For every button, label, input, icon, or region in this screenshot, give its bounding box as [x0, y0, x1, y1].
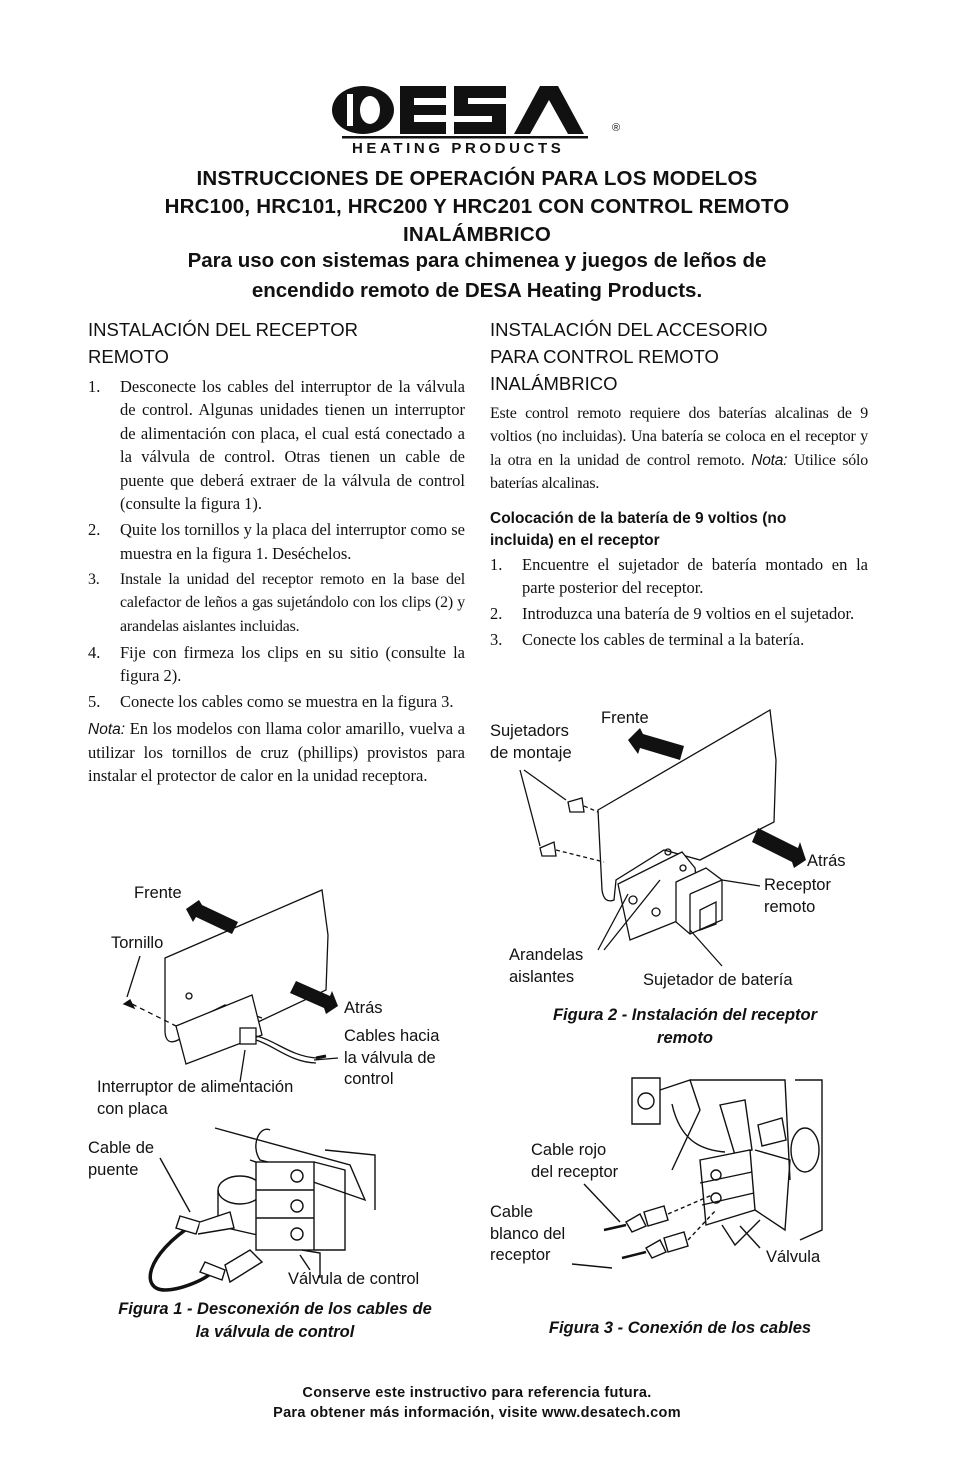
step-number: 1. [88, 377, 101, 396]
fig2-label-sujetador-bateria: Sujetador de batería [643, 971, 793, 989]
fig2-caption-line-2: remoto [657, 1029, 713, 1047]
subheading-line-2: incluida) en el receptor [490, 531, 660, 549]
title-line-1: INSTRUCCIONES DE OPERACIÓN PARA LOS MODELOS [196, 167, 758, 190]
fig1-label-atras: Atrás [344, 999, 383, 1017]
subtitle-line-1: Para uso con sistemas para chimenea y juegos de leños de [187, 249, 767, 272]
footer-line-2: Para obtener más información, visite www.desatech.com [273, 1405, 681, 1421]
step-text: Introduzca una batería de 9 voltios en el sujetador. [522, 604, 855, 624]
fig3-rojo-line-1: Cable rojo [531, 1141, 607, 1159]
fig1-puente-line-2: puente [88, 1160, 139, 1179]
intro-text: Este control remoto requiere dos baterías alcalinas de 9 voltios (no incluidas). Una batería se coloca en el receptor y la otra en la unidad de control remoto. [490, 405, 868, 469]
step-number: 2. [490, 604, 503, 624]
right-heading-line-1: INSTALACIÓN DEL ACCESORIO [490, 319, 768, 340]
left-heading-line-1: INSTALACIÓN DEL RECEPTOR [88, 319, 359, 340]
fig2-arandelas-line-2: aislantes [509, 967, 575, 986]
fig2-receptor-line-1: Receptor [764, 876, 831, 894]
registered-mark: ® [612, 122, 621, 134]
fig2-receptor-line-2: remoto [764, 897, 816, 916]
subtitle-line-2: encendido remoto de DESA Heating Products. [251, 279, 703, 302]
step-number: 3. [88, 570, 100, 588]
step-text: Conecte los cables como se muestra en la figura 3. [120, 692, 454, 712]
fig2-caption-line-1: Figura 2 - Instalación del receptor [552, 1006, 818, 1024]
fig2-sujetadores-line-2: de montaje [490, 743, 572, 762]
fig2-label-atras: Atrás [807, 852, 846, 870]
fig1-label-tornillo: Tornillo [111, 934, 164, 952]
fig3-blanco-line-3: receptor [490, 1246, 551, 1264]
step-text: Fije con firmeza los clips en su sitio (consulte la figura 2). [120, 642, 465, 686]
fig1-label-valvula: Válvula de control [288, 1270, 420, 1288]
fig3-label-valvula: Válvula [766, 1248, 821, 1266]
step-text: Encuentre el sujetador de batería montado en la parte posterior del receptor. [522, 554, 868, 598]
fig3-caption: Figura 3 - Conexión de los cables [548, 1319, 812, 1337]
fig1-cables-line-3: control [344, 1070, 394, 1088]
note-text: Utilice sólo baterías alcalinas. [490, 451, 868, 493]
step-text: Conecte los cables de terminal a la batería. [522, 630, 805, 650]
note-label: Nota: [751, 451, 788, 469]
fig2-sujetadores-line-1: Sujetadors [490, 722, 569, 740]
step-text: Quite los tornillos y la placa del interruptor como se muestra en la figura 1. Deséchelos. [120, 520, 465, 563]
page-footer [60, 1383, 894, 1423]
logo-tagline: HEATING PRODUCTS [352, 140, 565, 157]
fig2-label-frente: Frente [601, 709, 649, 727]
fig3-label-rojo [531, 1140, 618, 1183]
left-heading-line-2: REMOTO [88, 346, 169, 367]
fig2-arandelas-line-1: Arandelas [509, 946, 584, 964]
right-heading-line-2: PARA CONTROL REMOTO [490, 346, 719, 367]
fig3-rojo-line-2: del receptor [531, 1162, 619, 1181]
fig1-interruptor-line-2: con placa [97, 1099, 168, 1118]
fig3-label-blanco [490, 1202, 565, 1267]
fig1-interruptor-line-1: Interruptor de alimentación [97, 1078, 294, 1096]
fig1-puente-line-1: Cable de [88, 1139, 155, 1157]
footer-line-1: Conserve este instructivo para referencia futura. [302, 1385, 652, 1401]
fig1-cables-line-2: la válvula de [344, 1048, 436, 1067]
note-text: En los modelos con llama color amarillo, vuelva a utilizar los tornillos de cruz (phillips) provistos para instalar el protector de calor en la unidad receptora. [88, 718, 465, 786]
step-text: Desconecte los cables del interruptor de la válvula de control. Algunas unidades tienen un interruptor de alimentación con placa, el cual está conectado a la válvula de control. Otras tienen un cable de puente que deberá extraer de la válvula de control (consulte la figura 1). [120, 377, 465, 514]
step-number: 4. [88, 642, 101, 662]
fig1-label-frente: Frente [134, 884, 182, 902]
fig1-caption-line-1: Figura 1 - Desconexión de los cables de [118, 1300, 432, 1318]
fig3-blanco-line-2: blanco del [490, 1224, 566, 1243]
title-line-3: INALÁMBRICO [403, 223, 551, 246]
step-number: 2. [88, 520, 101, 540]
subheading-line-1: Colocación de la batería de 9 voltios (no [490, 509, 787, 527]
title-line-2: HRC100, HRC101, HRC200 Y HRC201 CON CONTROL REMOTO [164, 195, 790, 218]
step-number: 1. [490, 554, 503, 574]
step-number: 3. [490, 630, 503, 650]
step-number: 5. [88, 692, 101, 712]
fig1-cables-line-1: Cables hacia [344, 1027, 440, 1045]
fig3-blanco-line-1: Cable [490, 1203, 534, 1221]
right-heading-line-3: INALÁMBRICO [490, 373, 618, 394]
note-label: Nota: [88, 720, 126, 738]
fig1-caption-line-2: la válvula de control [195, 1323, 355, 1341]
step-text: Instale la unidad del receptor remoto en la base del calefactor de leños a gas sujetándolo con los clips (2) y arandelas aislantes incluidas. [120, 570, 465, 635]
